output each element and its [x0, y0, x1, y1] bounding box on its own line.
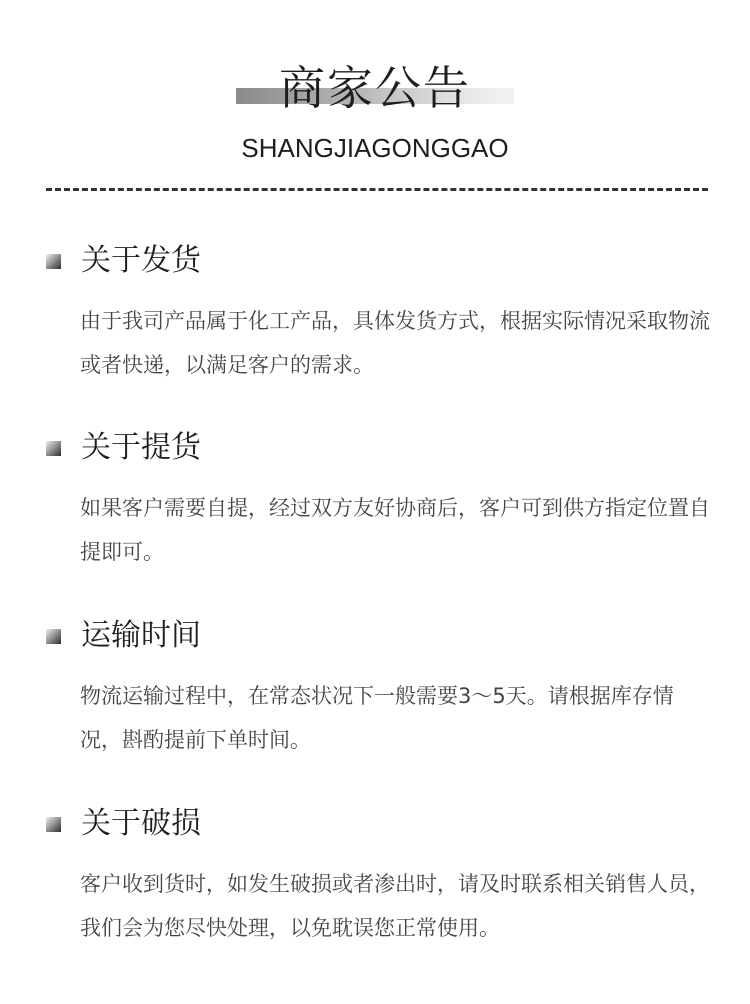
- section-title: 关于破损: [81, 806, 201, 841]
- section-body: 物流运输过程中，在常态状况下一般需要3～5天。请根据库存情况，斟酌提前下单时间。: [80, 684, 674, 752]
- page-title: 商家公告: [279, 61, 471, 115]
- section-heading: [46, 616, 201, 656]
- section-title: 关于提货: [81, 430, 201, 465]
- page-subtitle: SHANGJIAGONGGAO: [241, 133, 509, 163]
- section-heading: [46, 428, 201, 468]
- square-bullet-icon: [46, 441, 61, 456]
- section-title: 关于发货: [81, 243, 201, 278]
- section-body: 如果客户需要自提，经过双方友好协商后，客户可到供方指定位置自提即可。: [80, 496, 710, 564]
- section-body: 客户收到货时，如发生破损或者渗出时，请及时联系相关销售人员，我们会为您尽快处理，以免耽误您正常使用。: [80, 872, 710, 940]
- section-title: 运输时间: [81, 618, 201, 653]
- square-bullet-icon: [46, 817, 61, 832]
- dashed-divider: [46, 188, 708, 191]
- square-bullet-icon: [46, 254, 61, 269]
- section-body: 由于我司产品属于化工产品，具体发货方式，根据实际情况采取物流或者快递，以满足客户的需求。: [80, 309, 710, 377]
- section-heading: [46, 241, 201, 281]
- announcement-header: [0, 0, 750, 200]
- section-heading: [46, 804, 201, 844]
- square-bullet-icon: [46, 629, 61, 644]
